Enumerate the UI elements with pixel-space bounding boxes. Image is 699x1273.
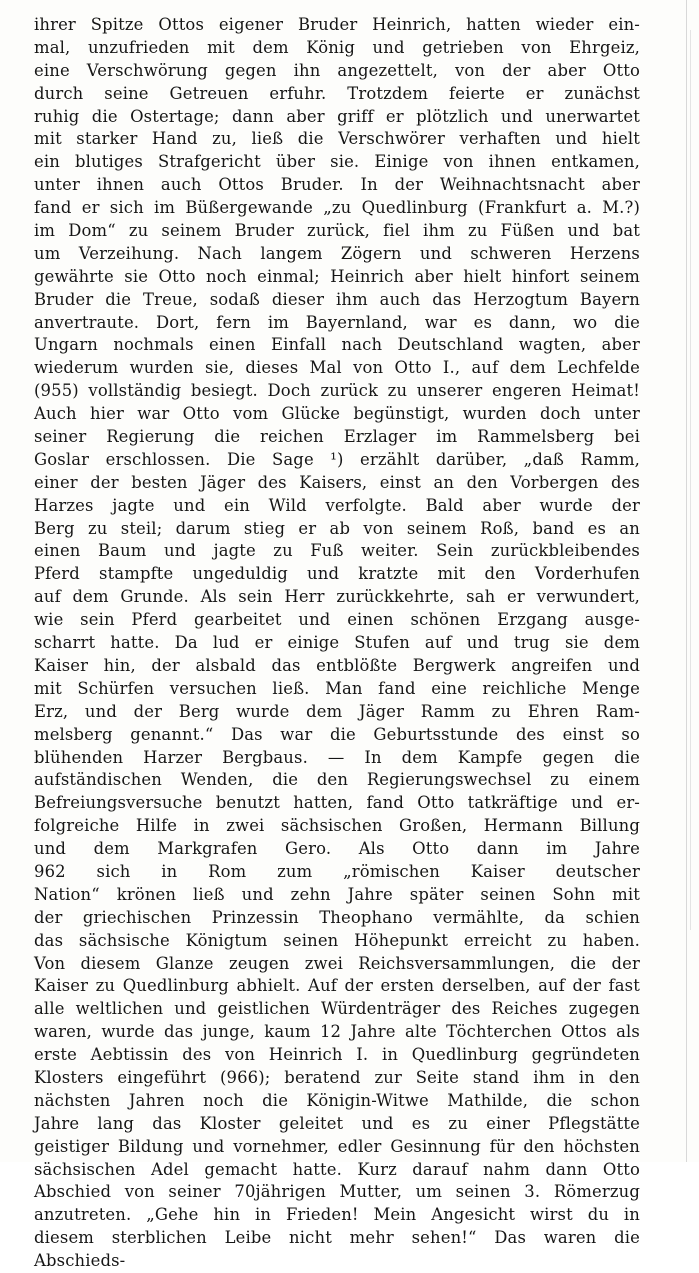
- page-edge-shadow: [690, 30, 691, 930]
- text-line: durch seine Getreuen erfuhr. Trotzdem feierte er zunächst: [34, 83, 640, 103]
- text-line: gewährte sie Otto noch einmal; Heinrich aber hielt hinfort seinem: [34, 266, 640, 286]
- text-line: nächsten Jahren noch die Königin-Witwe Mathilde, die schon: [34, 1090, 640, 1110]
- text-line: Abschied von seiner 70jährigen Mutter, um seinen 3. Römerzug: [34, 1182, 640, 1202]
- text-line: waren, wurde das junge, kaum 12 Jahre alte Töchterchen Ottos als: [34, 1022, 640, 1042]
- text-line: geistiger Bildung und vornehmer, edler Gesinnung für den höchsten: [34, 1136, 640, 1156]
- text-line: der griechischen Prinzessin Theophano vermählte, da schien: [34, 907, 640, 927]
- text-line: 962 sich in Rom zum „römischen Kaiser deutscher: [34, 861, 640, 881]
- text-line: Goslar erschlossen. Die Sage ¹) erzählt darüber, „daß Ramm,: [34, 449, 640, 469]
- text-line: Kaiser zu Quedlinburg abhielt. Auf der ersten derselben, auf der fast: [34, 976, 640, 996]
- text-line: sächsischen Adel gemacht hatte. Kurz darauf nahm dann Otto: [34, 1159, 640, 1179]
- text-line: mit starker Hand zu, ließ die Verschwörer verhaften und hielt: [34, 129, 640, 149]
- text-line: ein blutiges Strafgericht über sie. Einige von ihnen entkamen,: [34, 152, 640, 172]
- text-line: fand er sich im Büßergewande „zu Quedlinburg (Frankfurt a. M.?): [34, 198, 640, 218]
- text-line: Befreiungsversuche benutzt hatten, fand Otto tatkräftige und er-: [34, 793, 640, 813]
- text-line: einen Baum und jagte zu Fuß weiter. Sein zurückbleibendes: [34, 541, 640, 561]
- text-line: blühenden Harzer Bergbaus. — In dem Kampfe gegen die: [34, 747, 640, 767]
- text-line: einer der besten Jäger des Kaisers, einst an den Vorbergen des: [34, 472, 640, 492]
- text-line: mit Schürfen versuchen ließ. Man fand eine reichliche Menge: [34, 678, 640, 698]
- text-line: aufständischen Wenden, die den Regierungswechsel zu einem: [34, 770, 640, 790]
- text-line: folgreiche Hilfe in zwei sächsischen Großen, Hermann Billung: [34, 816, 640, 836]
- text-line: ihrer Spitze Ottos eigener Bruder Heinrich, hatten wieder ein-: [34, 15, 640, 34]
- text-line: Nation“ krönen ließ und zehn Jahre später seinen Sohn mit: [34, 884, 640, 904]
- text-line: unter ihnen auch Ottos Bruder. In der Weihnachtsnacht aber: [34, 175, 640, 195]
- text-line: Erz, und der Berg wurde dem Jäger Ramm zu Ehren Ram-: [34, 701, 640, 721]
- text-line: Auch hier war Otto vom Glücke begünstigt, wurden doch unter: [34, 404, 640, 424]
- text-line: Ungarn nochmals einen Einfall nach Deutschland wagten, aber: [34, 335, 640, 355]
- text-line: im Dom“ zu seinem Bruder zurück, fiel ihm zu Füßen und bat: [34, 221, 640, 241]
- text-line: erste Aebtissin des von Heinrich I. in Quedlinburg gegründeten: [34, 1045, 640, 1065]
- text-line: Bruder die Treue, sodaß dieser ihm auch das Herzogtum Bayern: [34, 289, 640, 309]
- page-edge-line: [686, 0, 687, 1162]
- text-line: auf dem Grunde. Als sein Herr zurückkehrte, sah er verwundert,: [34, 587, 640, 607]
- text-line: Von diesem Glanze zeugen zwei Reichsversammlungen, die der: [34, 953, 640, 973]
- text-line: um Verzeihung. Nach langem Zögern und schweren Herzens: [34, 243, 640, 263]
- text-line: Klosters eingeführt (966); beratend zur Seite stand ihm in den: [34, 1067, 640, 1087]
- text-line: mal, unzufrieden mit dem König und getrieben von Ehrgeiz,: [34, 37, 640, 57]
- text-line: und dem Markgrafen Gero. Als Otto dann im Jahre: [34, 839, 640, 859]
- text-line: wie sein Pferd gearbeitet und einen schönen Erzgang ausge-: [34, 610, 640, 630]
- text-line: (955) vollständig besiegt. Doch zurück zu unserer engeren Heimat!: [34, 381, 640, 401]
- text-line: melsberg genannt.“ Das war die Geburtsstunde des einst so: [34, 724, 640, 744]
- text-line: diesem sterblichen Leibe nicht mehr sehen!“ Das waren die Abschieds-: [34, 1228, 640, 1271]
- text-line: scharrt hatte. Da lud er einige Stufen auf und trug sie dem: [34, 633, 640, 653]
- text-line: Pferd stampfte ungeduldig und kratzte mit den Vorderhufen: [34, 564, 640, 584]
- text-line: eine Verschwörung gegen ihn angezettelt, von der aber Otto: [34, 60, 640, 80]
- text-line: anzutreten. „Gehe hin in Frieden! Mein Angesicht wirst du in: [34, 1205, 640, 1225]
- text-line: das sächsische Königtum seinen Höhepunkt erreicht zu haben.: [34, 930, 640, 950]
- text-line: seiner Regierung die reichen Erzlager im Rammelsberg bei: [34, 427, 640, 447]
- text-line: ruhig die Ostertage; dann aber griff er plötzlich und unerwartet: [34, 106, 640, 126]
- text-line: wiederum wurden sie, dieses Mal von Otto I., auf dem Lechfelde: [34, 358, 640, 378]
- text-line: anvertraute. Dort, fern im Bayernland, war es dann, wo die: [34, 312, 640, 332]
- body-text: [34, 14, 640, 1271]
- text-line: Berg zu steil; darum stieg er ab von seinem Roß, band es an: [34, 518, 640, 538]
- text-line: Jahre lang das Kloster geleitet und es zu einer Pflegstätte: [34, 1113, 640, 1133]
- text-line: Kaiser hin, der alsbald das entblößte Bergwerk angreifen und: [34, 655, 640, 675]
- text-line: Harzes jagte und ein Wild verfolgte. Bald aber wurde der: [34, 495, 640, 515]
- text-line: alle weltlichen und geistlichen Würdenträger des Reiches zugegen: [34, 999, 640, 1019]
